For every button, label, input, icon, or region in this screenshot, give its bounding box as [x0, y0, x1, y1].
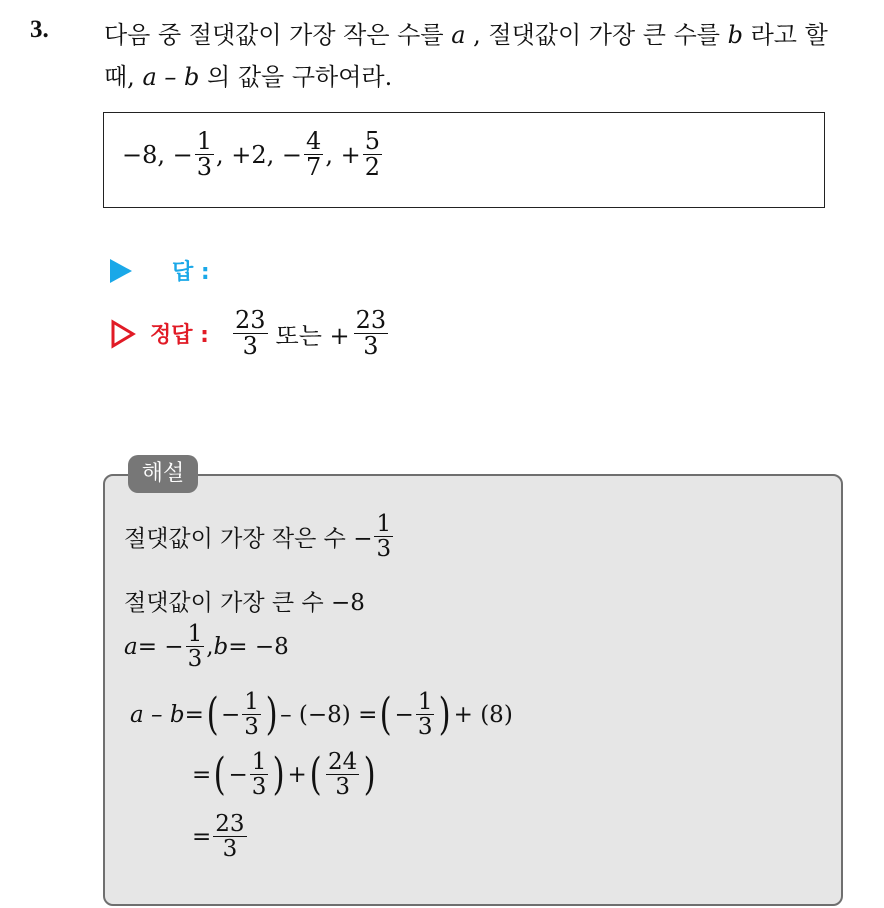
numerator: 24 — [328, 749, 358, 775]
right-paren: ) — [439, 688, 452, 740]
denominator: 3 — [244, 714, 259, 741]
fraction-four-sevenths — [304, 129, 323, 180]
denominator: 3 — [196, 153, 213, 182]
given-text-1: −8, − — [122, 140, 193, 169]
left-paren: ( — [309, 748, 322, 800]
answer-row — [110, 255, 210, 286]
numerator: 1 — [244, 689, 259, 715]
solution-line-4 — [130, 690, 513, 739]
given-numbers — [122, 129, 384, 180]
solution-line-3 — [124, 622, 289, 671]
variable-a: a — [451, 21, 466, 49]
question-expression: a – b — [142, 63, 200, 91]
numerator: 1 — [376, 511, 392, 537]
solution-line-3-comma: , — [206, 633, 214, 660]
solution-line-5 — [192, 750, 378, 799]
left-paren: ( — [206, 688, 219, 740]
right-paren: ) — [265, 688, 278, 740]
solution-line-6-eq: = — [192, 823, 212, 850]
minus-sign: − — [221, 701, 241, 728]
solution-line-6 — [192, 812, 249, 861]
given-text-3: , + — [325, 140, 361, 169]
numerator: 23 — [355, 306, 387, 334]
denominator: 3 — [251, 774, 267, 801]
right-paren: ) — [363, 748, 376, 800]
denominator: 3 — [363, 332, 379, 361]
numerator: 5 — [364, 127, 380, 155]
left-paren: ( — [213, 748, 226, 800]
numerator: 23 — [234, 306, 266, 334]
given-numbers-box — [103, 112, 825, 208]
question-line1-c: 라고 할 — [750, 21, 828, 49]
solution-line-4-end: + (8) — [453, 701, 513, 728]
play-triangle-icon — [110, 259, 132, 283]
denominator: 2 — [364, 153, 380, 182]
solution-line-4-fraction-2 — [416, 690, 435, 739]
solution-line-1 — [124, 512, 395, 561]
fraction-five-halves — [363, 129, 382, 180]
denominator: 3 — [335, 774, 350, 801]
solution-line-3-b-eq: = −8 — [228, 633, 289, 660]
solution-line-5-plus: + — [287, 761, 307, 788]
solution-line-4-fraction-1 — [242, 690, 261, 739]
solution-line-4-eq: = — [184, 701, 204, 728]
denominator: 3 — [376, 536, 392, 563]
solution-tab: 해설 — [128, 455, 198, 493]
given-text-2: , +2, − — [216, 140, 303, 169]
minus-sign: − — [394, 701, 414, 728]
question-number: 3. — [30, 16, 49, 43]
solution-line-5-fraction-1 — [250, 750, 269, 799]
left-paren: ( — [379, 688, 392, 740]
solution-line-1-text: 절댓값이 가장 작은 수 − — [124, 526, 373, 553]
question-line1-b: , 절댓값이 가장 큰 수를 — [473, 21, 720, 49]
solution-line-4-mid: – (−8) = — [280, 701, 378, 728]
numerator: 1 — [196, 127, 213, 155]
solution-var-a: a — [124, 633, 138, 660]
solution-line-1-fraction — [374, 512, 393, 561]
denominator: 3 — [222, 836, 238, 863]
denominator: 3 — [242, 332, 258, 361]
denominator: 3 — [187, 646, 203, 673]
denominator: 3 — [417, 714, 433, 741]
correct-answer-label: 정답 : — [150, 323, 209, 349]
question-line2-a: 때, — [104, 63, 135, 91]
answer-label: 답 : — [172, 260, 210, 285]
solution-line-5-fraction-2 — [326, 750, 359, 799]
solution-line-3-fraction — [186, 622, 205, 671]
solution-var-b: b — [213, 633, 229, 660]
correct-fraction-alt — [354, 308, 389, 359]
minus-sign: − — [228, 761, 248, 788]
outline-triangle-icon — [110, 319, 136, 349]
question-line2-b: 의 값을 구하여라. — [207, 63, 393, 91]
correct-answer-row — [110, 308, 390, 359]
solution-line-2 — [124, 584, 365, 617]
numerator: 23 — [215, 811, 245, 837]
solution-line-5-eq: = — [192, 761, 212, 788]
solution-line-6-fraction — [213, 812, 246, 861]
variable-b: b — [727, 21, 743, 49]
numerator: 1 — [251, 749, 267, 775]
correct-or-text: 또는 + — [275, 322, 350, 351]
numerator: 4 — [306, 127, 322, 155]
numerator: 1 — [187, 621, 203, 647]
denominator: 7 — [306, 153, 322, 182]
solution-line-2-text: 절댓값이 가장 큰 수 −8 — [124, 590, 365, 616]
question-text — [104, 14, 864, 98]
solution-line-3-eq: = − — [137, 633, 184, 660]
fraction-one-third — [195, 129, 214, 180]
question-line1-a: 다음 중 절댓값이 가장 작은 수를 — [104, 21, 444, 49]
numerator: 1 — [417, 689, 433, 715]
correct-fraction — [233, 308, 268, 359]
right-paren: ) — [272, 748, 285, 800]
solution-line-4-lhs: a – b — [130, 701, 185, 728]
